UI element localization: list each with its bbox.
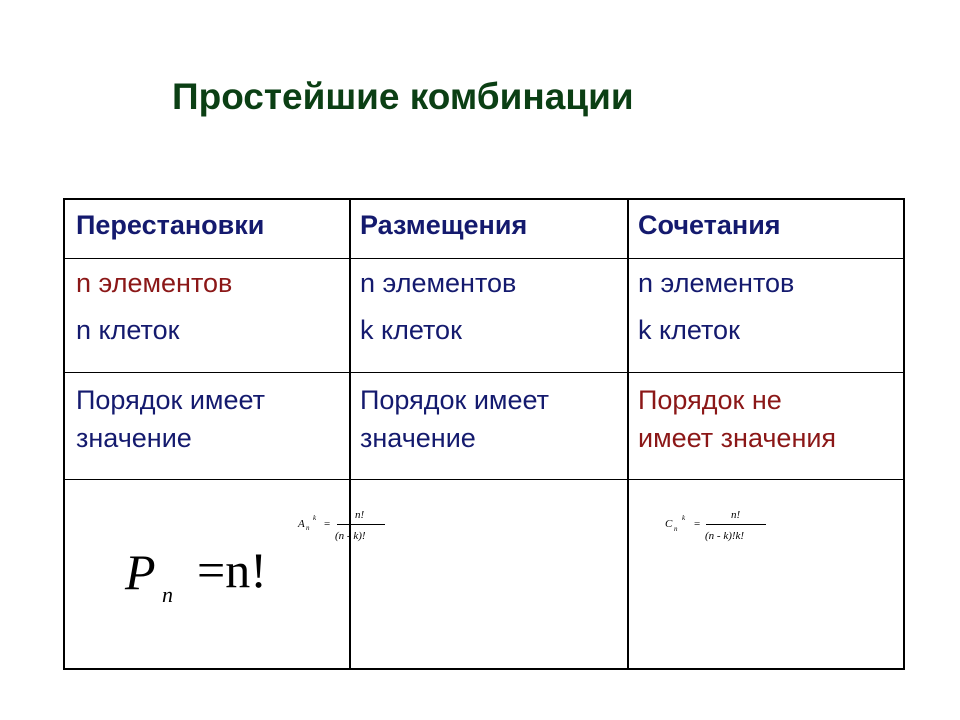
column-divider <box>349 200 351 668</box>
arrangements-order-line1: Порядок имеет <box>360 385 549 415</box>
formula-a-subscript: n <box>306 524 310 532</box>
formula-c-superscript: k <box>682 514 686 522</box>
formula-c-symbol: C <box>665 518 673 530</box>
header-combinations: Сочетания <box>638 210 781 240</box>
row-divider <box>65 258 903 259</box>
header-permutations: Перестановки <box>76 210 265 240</box>
fraction-bar <box>337 524 385 525</box>
page-title: Простейшие комбинации <box>172 76 634 117</box>
combinations-order-line2: имеет значения <box>638 423 837 453</box>
combinations-cells: k клеток <box>638 315 740 345</box>
formula-c-subscript: n <box>674 525 678 533</box>
formula-p-symbol: P <box>125 544 156 600</box>
formula-a-equals: = <box>324 518 331 530</box>
formula-a-denominator: (n - k)! <box>335 530 366 542</box>
permutations-order-line2: значение <box>76 423 192 453</box>
permutations-order-line1: Порядок имеет <box>76 385 265 415</box>
formula-p-subscript: n <box>162 582 173 607</box>
formula-a-superscript: k <box>313 514 317 522</box>
fraction-bar <box>706 524 766 525</box>
permutations-cells: n клеток <box>76 315 180 345</box>
arrangements-elements: n элементов <box>360 268 517 298</box>
formula-p-rhs: =n! <box>197 542 267 598</box>
combinations-table <box>63 198 905 670</box>
formula-c-equals: = <box>694 518 701 530</box>
formula-c-numerator: n! <box>731 509 741 521</box>
column-divider <box>627 200 629 668</box>
combinations-order-line1: Порядок не <box>638 385 782 415</box>
combinations-elements: n элементов <box>638 268 795 298</box>
header-arrangements: Размещения <box>360 210 528 240</box>
formula-c-denominator: (n - k)!k! <box>705 530 745 542</box>
formula-a-symbol: A <box>298 518 305 530</box>
arrangements-order-line2: значение <box>360 423 476 453</box>
permutations-elements: n элементов <box>76 268 233 298</box>
formula-a-numerator: n! <box>355 509 365 521</box>
arrangements-cells: k клеток <box>360 315 462 345</box>
row-divider <box>65 479 903 480</box>
row-divider <box>65 372 903 373</box>
